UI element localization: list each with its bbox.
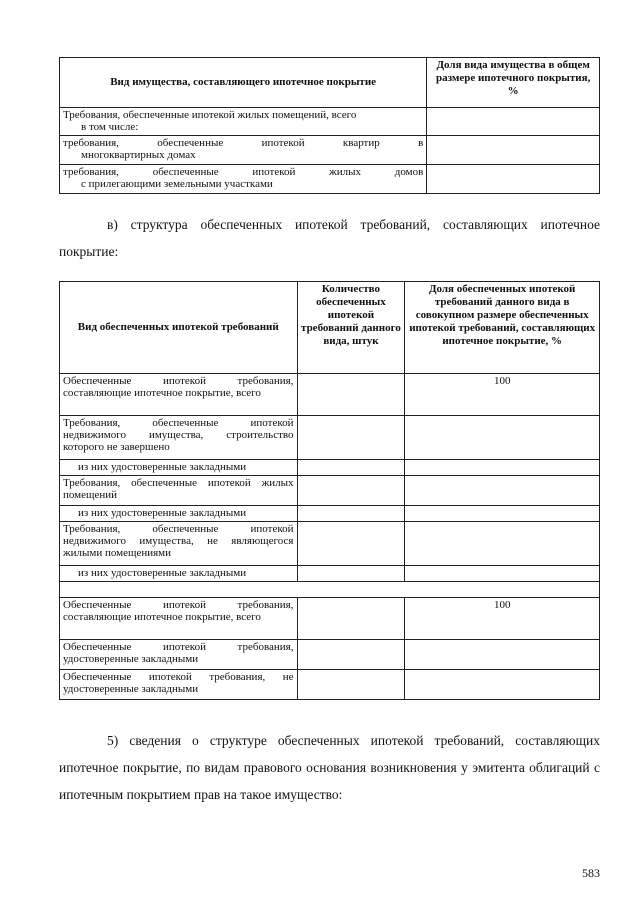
paragraph-v: в) структура обеспеченных ипотекой требований, составляющих ипотечное покрытие: [59, 217, 600, 259]
row-label [60, 136, 427, 165]
mortgage-claims-structure-table [59, 281, 600, 700]
page-number: 583 [582, 866, 600, 880]
row-label: Требования, обеспеченные ипотекой недвижимого имущества, не являющегося жилыми помещениями [60, 522, 298, 566]
count-cell [297, 476, 405, 506]
table-row [60, 566, 600, 582]
count-cell [297, 598, 405, 640]
row-label [60, 108, 427, 136]
table-row [60, 670, 600, 700]
table-row [60, 476, 600, 506]
column-header-property-type: Вид имущества, составляющего ипотечное покрытие [60, 58, 427, 108]
share-cell [405, 670, 600, 700]
count-cell [297, 522, 405, 566]
table-row [60, 598, 600, 640]
row-label-line: с прилегающими земельными участками [81, 178, 273, 190]
share-cell [427, 165, 600, 194]
row-label-line: многоквартирных домах [81, 149, 196, 161]
share-cell [405, 566, 600, 582]
row-label-line: требования, обеспеченные ипотекой квартир в [63, 137, 424, 149]
share-cell: 100 [405, 598, 600, 640]
row-label-line: в том числе: [81, 121, 139, 133]
count-cell [297, 670, 405, 700]
row-label: Обеспеченные ипотекой требования, не удостоверенные закладными [60, 670, 298, 700]
share-cell [405, 506, 600, 522]
spacer-cell [60, 582, 600, 598]
table-row [60, 374, 600, 416]
row-label: Обеспеченные ипотекой требования, составляющие ипотечное покрытие, всего [60, 374, 298, 416]
share-cell [405, 522, 600, 566]
row-label-line: Требования, обеспеченные ипотекой жилых помещений, всего [63, 109, 357, 121]
share-cell [405, 476, 600, 506]
table-row [60, 506, 600, 522]
table-row [60, 416, 600, 460]
table-row [60, 522, 600, 566]
count-cell [297, 506, 405, 522]
share-cell [427, 136, 600, 165]
share-cell [405, 640, 600, 670]
table-row-spacer [60, 582, 600, 598]
table-header-row [60, 282, 600, 374]
share-cell [427, 108, 600, 136]
column-header-property-share: Доля вида имущества в общем размере ипотечного покрытия, % [427, 58, 600, 108]
count-cell [297, 416, 405, 460]
table-row [60, 460, 600, 476]
table-header-row [60, 58, 600, 108]
row-label: Требования, обеспеченные ипотекой жилых помещений [60, 476, 298, 506]
column-header-claim-type: Вид обеспеченных ипотекой требований [60, 282, 298, 374]
row-label: Требования, обеспеченные ипотекой недвижимого имущества, строительство которого не завершено [60, 416, 298, 460]
share-cell: 100 [405, 374, 600, 416]
table-row [60, 136, 600, 165]
table-row [60, 165, 600, 194]
table-row [60, 108, 600, 136]
column-header-claim-share: Доля обеспеченных ипотекой требований данного вида в совокупном размере обеспеченных ипотекой требований, составляющих ипотечное покрытие, % [405, 282, 600, 374]
column-header-claim-count: Количество обеспеченных ипотекой требований данного вида, штук [297, 282, 405, 374]
count-cell [297, 374, 405, 416]
count-cell [297, 566, 405, 582]
row-label: из них удостоверенные закладными [60, 506, 298, 522]
row-label: из них удостоверенные закладными [60, 566, 298, 582]
property-structure-table [59, 57, 600, 194]
table-row [60, 640, 600, 670]
count-cell [297, 640, 405, 670]
share-cell [405, 460, 600, 476]
share-cell [405, 416, 600, 460]
row-label [60, 165, 427, 194]
count-cell [297, 460, 405, 476]
row-label: Обеспеченные ипотекой требования, удостоверенные закладными [60, 640, 298, 670]
paragraph-5: 5) сведения о структуре обеспеченных ипотекой требований, составляющих ипотечное покрытие, по видам правового основания возникновения у эмитента облигаций с ипотечным покрытием прав на такое имущество: [59, 733, 600, 802]
row-label: Обеспеченные ипотекой требования, составляющие ипотечное покрытие, всего [60, 598, 298, 640]
row-label: из них удостоверенные закладными [60, 460, 298, 476]
row-label-line: требования, обеспеченные ипотекой жилых домов [63, 166, 424, 178]
